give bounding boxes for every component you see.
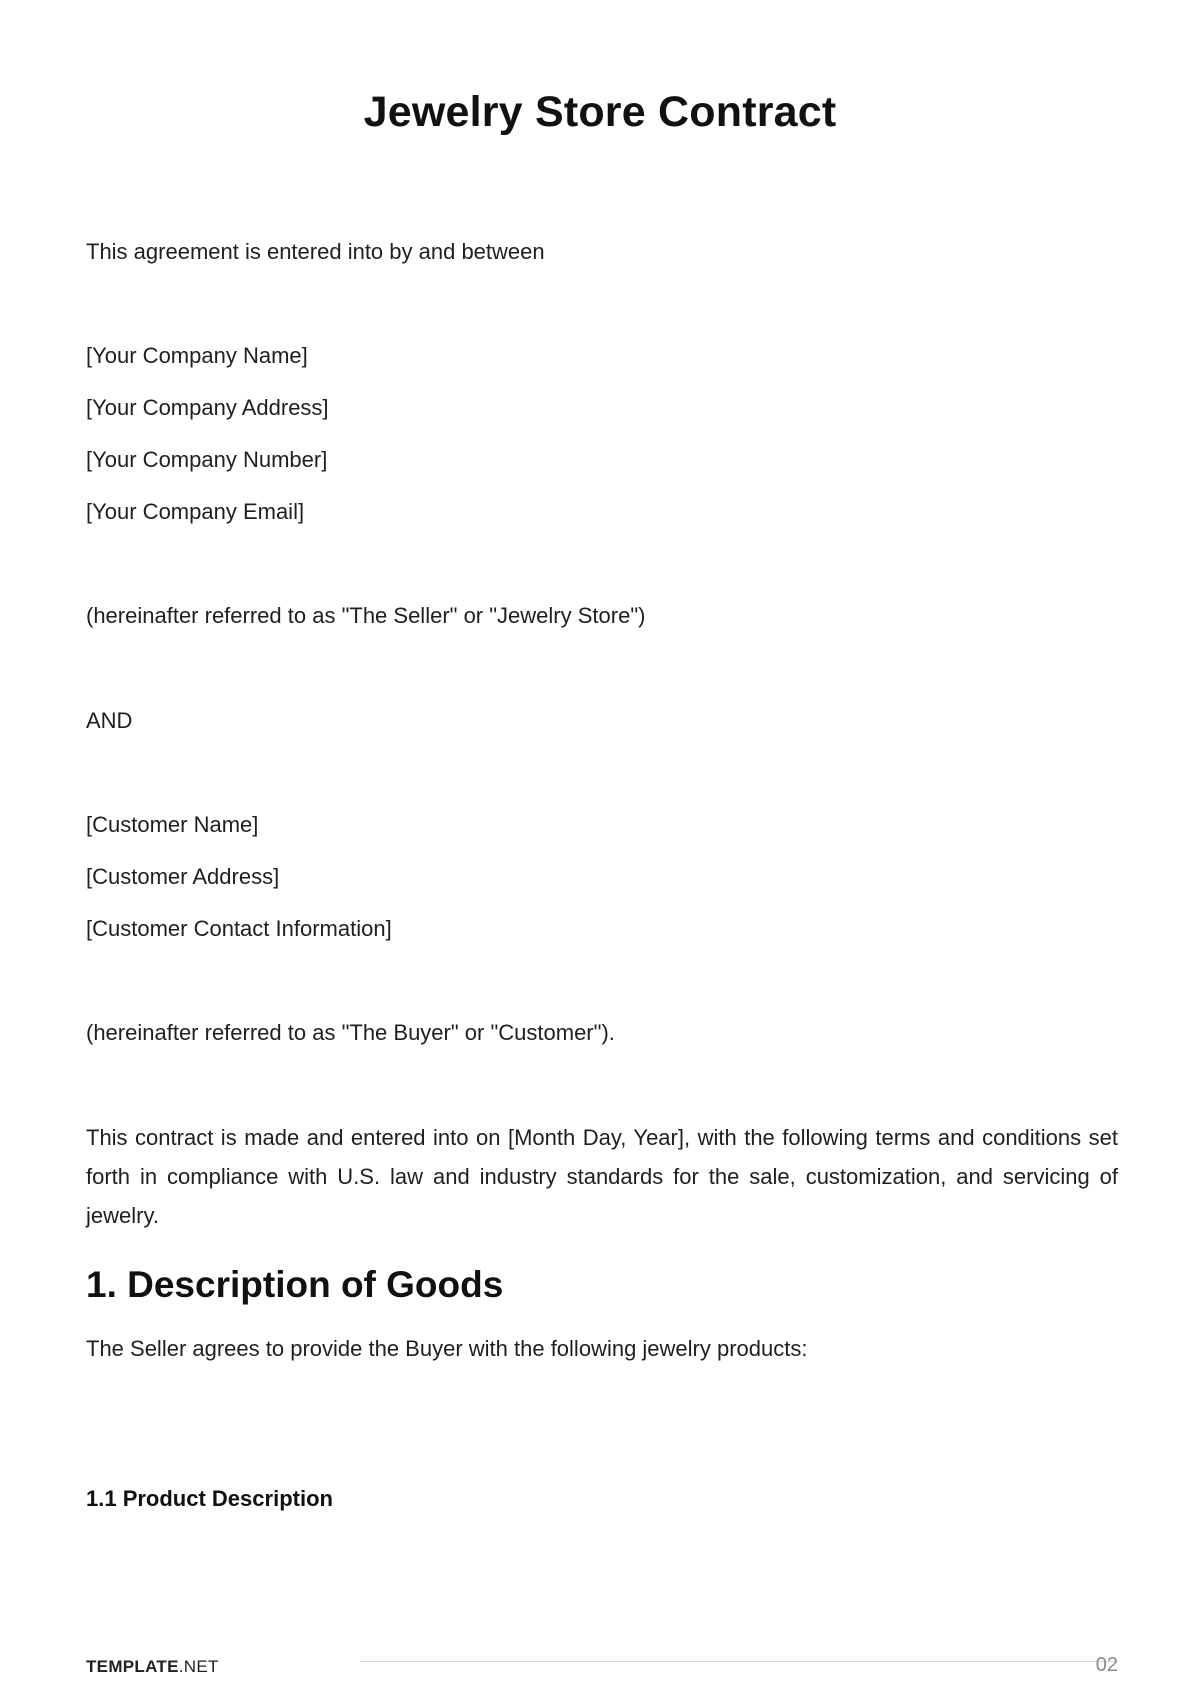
buyer-contact: [Customer Contact Information]	[86, 916, 392, 941]
seller-number: [Your Company Number]	[86, 447, 328, 472]
footer-divider	[360, 1661, 1118, 1662]
buyer-address: [Customer Address]	[86, 864, 280, 889]
buyer-name: [Customer Name]	[86, 812, 259, 837]
seller-email: [Your Company Email]	[86, 499, 305, 524]
page-number: 02	[1095, 1654, 1118, 1676]
contract-paragraph: This contract is made and entered into on [Month Day, Year], with the following terms and conditions set forth in compliance with U.S. law and industry standards for the sale, customization, and servicing of jewelry.	[86, 1125, 1118, 1228]
seller-address: [Your Company Address]	[86, 395, 329, 420]
section-heading-description-of-goods: 1. Description of Goods	[86, 1264, 504, 1305]
footer-brand-logo	[86, 1657, 219, 1677]
footer-brand-suffix: .NET	[178, 1657, 219, 1676]
seller-referred-text: (hereinafter referred to as "The Seller" or "Jewelry Store")	[86, 603, 646, 628]
intro-text: This agreement is entered into by and between	[86, 239, 545, 264]
seller-name: [Your Company Name]	[86, 343, 308, 368]
buyer-referred-text: (hereinafter referred to as "The Buyer" or "Customer").	[86, 1020, 615, 1045]
document-title: Jewelry Store Contract	[363, 88, 837, 136]
footer-brand-bold: TEMPLATE	[86, 1657, 179, 1676]
subsection-heading-product-description: 1.1 Product Description	[86, 1486, 333, 1511]
section-body-text: The Seller agrees to provide the Buyer with the following jewelry products:	[86, 1336, 808, 1361]
and-text: AND	[86, 708, 133, 733]
